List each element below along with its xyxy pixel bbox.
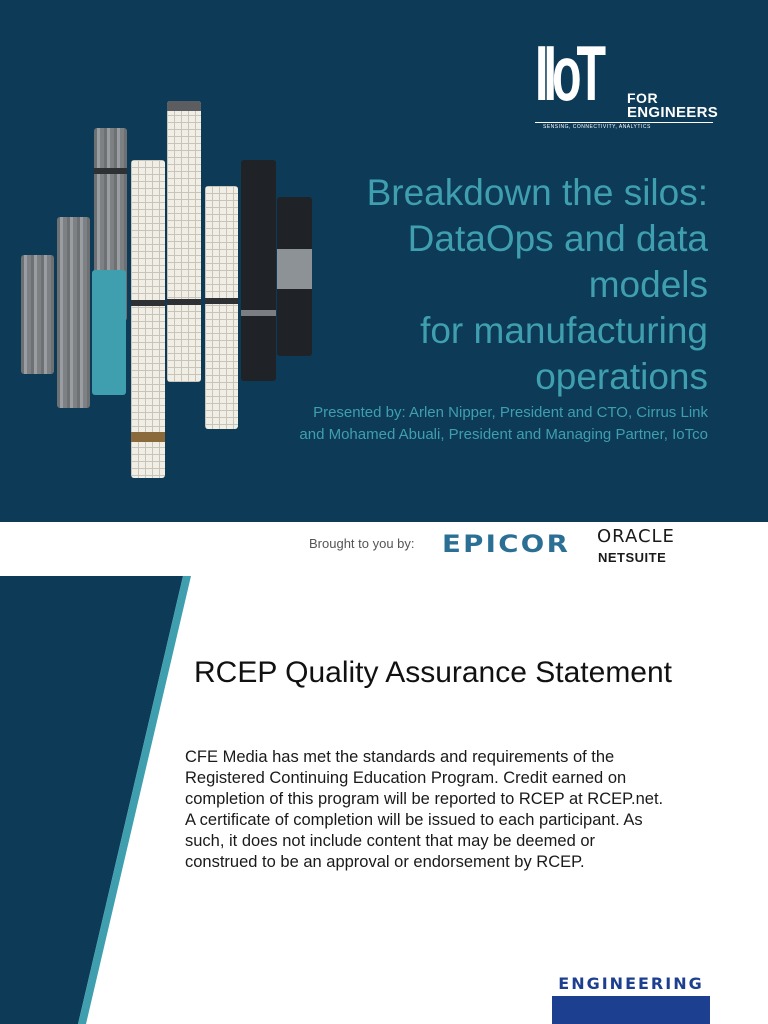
iiot-for-engineers-logo [535,29,720,132]
badge-text: ENGINEERING [558,974,704,993]
photo-strip [241,160,276,381]
rcep-title: RCEP Quality Assurance Statement [194,656,673,689]
logo-rule [535,122,713,123]
statement-line: completion of this program will be reported to RCEP at RCEP.net. [185,790,664,808]
presenter-line: Presented by: Arlen Nipper, President and CTO, Cirrus Link [313,404,708,421]
epicor-logo: EPICOR [442,530,571,558]
logo-tagline: SENSING, CONNECTIVITY, ANALYTICS [543,124,651,130]
netsuite-logo: NETSUITE [598,550,667,565]
statement-line: construed to be an approval or endorsement by RCEP. [185,853,585,871]
rcep-badge [552,974,710,1024]
presenters [278,402,708,446]
presenter-line: and Mohamed Abuali, President and Managing Partner, IoTco [299,426,708,443]
brought-to-you-label: Brought to you by: [309,536,415,551]
photo-strip [205,186,238,429]
logo-for: FOR [627,90,659,106]
photo-strip [131,160,165,478]
statement-line: A certificate of completion will be issued to each participant. As [185,811,643,829]
rcep-slide [0,576,768,1024]
photo-strip [57,217,90,408]
rcep-statement [185,747,745,873]
title-line: DataOps and data models [407,218,708,305]
title-line: operations [535,356,708,397]
photo-strip [92,270,126,395]
title-line: Breakdown the silos: [366,172,708,213]
statement-line: such, it does not include content that may be deemed or [185,832,596,850]
logo-engineers: ENGINEERS [627,104,719,121]
statement-line: Registered Continuing Education Program. Credit earned on [185,769,627,787]
sponsor-bar [0,522,768,576]
photo-strip [21,255,54,374]
logo-mark: IIoT [535,29,602,117]
badge-band [552,996,710,1024]
slide-title [288,170,708,400]
oracle-logo: ORACLE [597,526,675,547]
title-line: for manufacturing [420,310,708,351]
photo-strip [167,101,201,382]
statement-line: CFE Media has met the standards and requirements of the [185,748,615,766]
